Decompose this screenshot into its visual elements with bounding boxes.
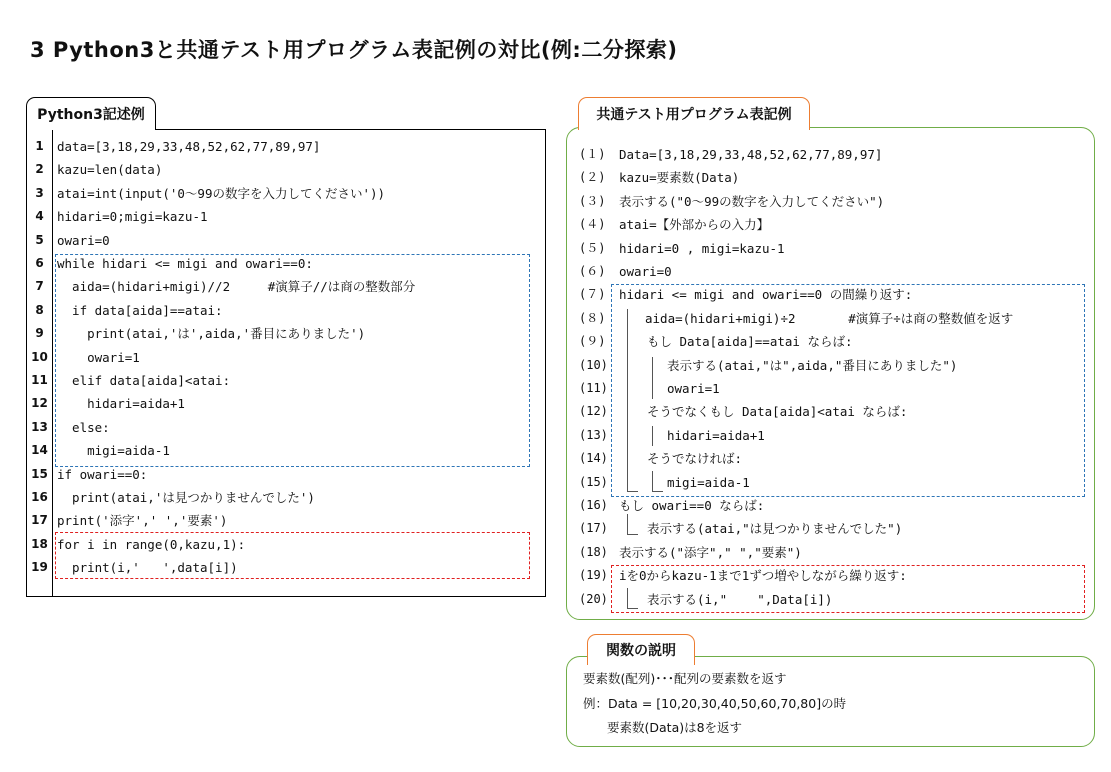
code-text: print('添字',' ','要素'): [57, 513, 228, 529]
line-number: 10: [31, 349, 48, 364]
indent-guide: [627, 514, 628, 534]
code-text: print(atai,'は',aida,'番目にありました'): [57, 326, 366, 342]
code-line: [567, 541, 1087, 564]
repeat-highlight: [611, 565, 1085, 613]
code-text: もし Data[aida]==atai ならば:: [647, 334, 853, 350]
line-number: 16: [31, 490, 48, 504]
common-test-code-panel: [566, 127, 1095, 620]
line-number: 15: [31, 466, 48, 481]
line-number: (16): [579, 498, 608, 512]
common-test-panel-tab: 共通テスト用プログラム表記例: [578, 97, 810, 130]
line-number: (18): [579, 544, 608, 559]
indent-guide: [627, 588, 628, 608]
code-line: [567, 517, 1087, 540]
line-number: 11: [31, 373, 48, 387]
code-text: 表示する(atai,"は",aida,"番目にありました"): [667, 357, 958, 373]
code-line: [567, 213, 1087, 236]
code-text: aida=(hidari+migi)÷2 #演算子÷は商の整数値を返す: [645, 310, 1014, 326]
line-number: (13): [579, 427, 608, 442]
loop-highlight: [611, 284, 1085, 497]
code-text: iを0からkazu-1まで1ずつ増やしながら繰り返す:: [619, 568, 907, 584]
line-number: 1: [35, 139, 44, 153]
code-text: owari=1: [57, 349, 140, 365]
code-text: elif data[aida]<atai:: [57, 373, 231, 388]
function-panel-tab: 関数の説明: [587, 634, 695, 665]
function-description: 要素数(配列)･･･配列の要素数を返す: [583, 671, 787, 686]
code-text: if data[aida]==atai:: [57, 302, 223, 318]
code-text: while hidari <= migi and owari==0:: [57, 256, 313, 271]
code-text: owari=0: [619, 264, 672, 279]
code-text: Data=[3,18,29,33,48,52,62,77,89,97]: [619, 147, 883, 162]
code-text: migi=aida-1: [667, 474, 750, 490]
code-line: [567, 260, 1087, 283]
line-number: (４): [579, 217, 606, 232]
line-number: 13: [31, 419, 48, 434]
code-text: owari=1: [667, 381, 720, 396]
code-text: print(i,' ',data[i]): [57, 560, 238, 576]
code-text: atai=int(input('0～99の数字を入力してください')): [57, 185, 386, 201]
code-text: kazu=len(data): [57, 162, 163, 178]
line-number: (11): [579, 381, 608, 395]
code-text: for i in range(0,kazu,1):: [57, 536, 246, 552]
line-number: (８): [579, 310, 606, 325]
line-number: 4: [35, 209, 44, 224]
page-title: 3 Python3と共通テスト用プログラム表記例の対比(例:二分探索): [30, 38, 678, 62]
code-line: [567, 190, 1087, 213]
line-number: 3: [35, 185, 44, 200]
for-loop-highlight: [55, 532, 530, 579]
indent-guide: [652, 426, 653, 446]
indent-guide: [627, 608, 638, 609]
line-number: 9: [35, 326, 44, 341]
indent-guide: [652, 471, 653, 491]
while-loop-highlight: [55, 254, 530, 467]
line-number: 8: [35, 302, 44, 317]
line-number: (９): [579, 334, 606, 349]
line-number: 12: [31, 396, 48, 411]
line-number: (２): [579, 170, 606, 185]
code-text: もし owari==0 ならば:: [619, 498, 765, 513]
function-example: 例：Data = [10,20,30,40,50,60,70,80]の時: [583, 696, 847, 711]
code-text: else:: [57, 419, 110, 435]
line-number: 7: [35, 279, 44, 294]
line-number: (５): [579, 240, 606, 255]
code-text: hidari <= migi and owari==0 の間繰り返す:: [619, 287, 913, 303]
line-number: (12): [579, 404, 608, 419]
code-text: そうでなければ:: [647, 451, 743, 467]
code-text: kazu=要素数(Data): [619, 170, 740, 186]
line-number: (20): [579, 591, 608, 606]
code-text: hidari=aida+1: [57, 396, 185, 412]
python-code-panel: [26, 129, 546, 597]
indent-guide: [627, 491, 638, 492]
line-number: 19: [31, 560, 48, 575]
code-line: [567, 166, 1087, 189]
indent-guide: [652, 357, 653, 399]
code-text: 表示する(atai,"は見つかりませんでした"): [647, 521, 903, 537]
code-text: 表示する("添字"," ","要素"): [619, 544, 802, 560]
code-text: if owari==0:: [57, 466, 148, 482]
line-number: 5: [35, 232, 44, 247]
code-text: hidari=0 , migi=kazu-1: [619, 240, 785, 256]
code-line: [567, 494, 1087, 517]
indent-guide: [627, 534, 638, 535]
code-text: atai=【外部からの入力】: [619, 217, 770, 233]
line-number: (３): [579, 193, 606, 208]
code-text: print(atai,'は見つかりませんでした'): [57, 490, 315, 505]
code-text: aida=(hidari+migi)//2 #演算子//は商の整数部分: [57, 279, 416, 295]
line-number: (19): [579, 568, 608, 583]
code-text: data=[3,18,29,33,48,52,62,77,89,97]: [57, 139, 321, 154]
line-number: (15): [579, 474, 608, 489]
code-text: 表示する(i," ",Data[i]): [647, 591, 833, 607]
indent-guide: [627, 309, 628, 491]
line-number: (17): [579, 521, 608, 536]
line-number: (14): [579, 451, 608, 466]
function-example-result: 要素数(Data)は8を返す: [607, 720, 743, 735]
code-text: そうでなくもし Data[aida]<atai ならば:: [647, 404, 908, 420]
function-explanation-panel: [566, 656, 1095, 747]
code-text: hidari=0;migi=kazu-1: [57, 209, 208, 225]
line-number: 14: [31, 443, 48, 458]
code-text: hidari=aida+1: [667, 427, 765, 443]
python-panel-tab: Python3記述例: [26, 97, 156, 130]
line-number: 18: [31, 536, 48, 551]
line-number: (７): [579, 287, 606, 302]
code-text: migi=aida-1: [57, 443, 170, 459]
line-number: (６): [579, 264, 606, 278]
line-number: 6: [35, 256, 44, 270]
code-line: [567, 143, 1087, 166]
indent-guide: [652, 491, 663, 492]
line-number: 2: [35, 162, 44, 177]
code-line: [567, 237, 1087, 260]
line-number: (１): [579, 147, 606, 161]
code-text: owari=0: [57, 232, 110, 248]
code-text: 表示する("0～99の数字を入力してください"): [619, 193, 885, 209]
line-number: (10): [579, 357, 608, 372]
line-number: 17: [31, 513, 48, 528]
